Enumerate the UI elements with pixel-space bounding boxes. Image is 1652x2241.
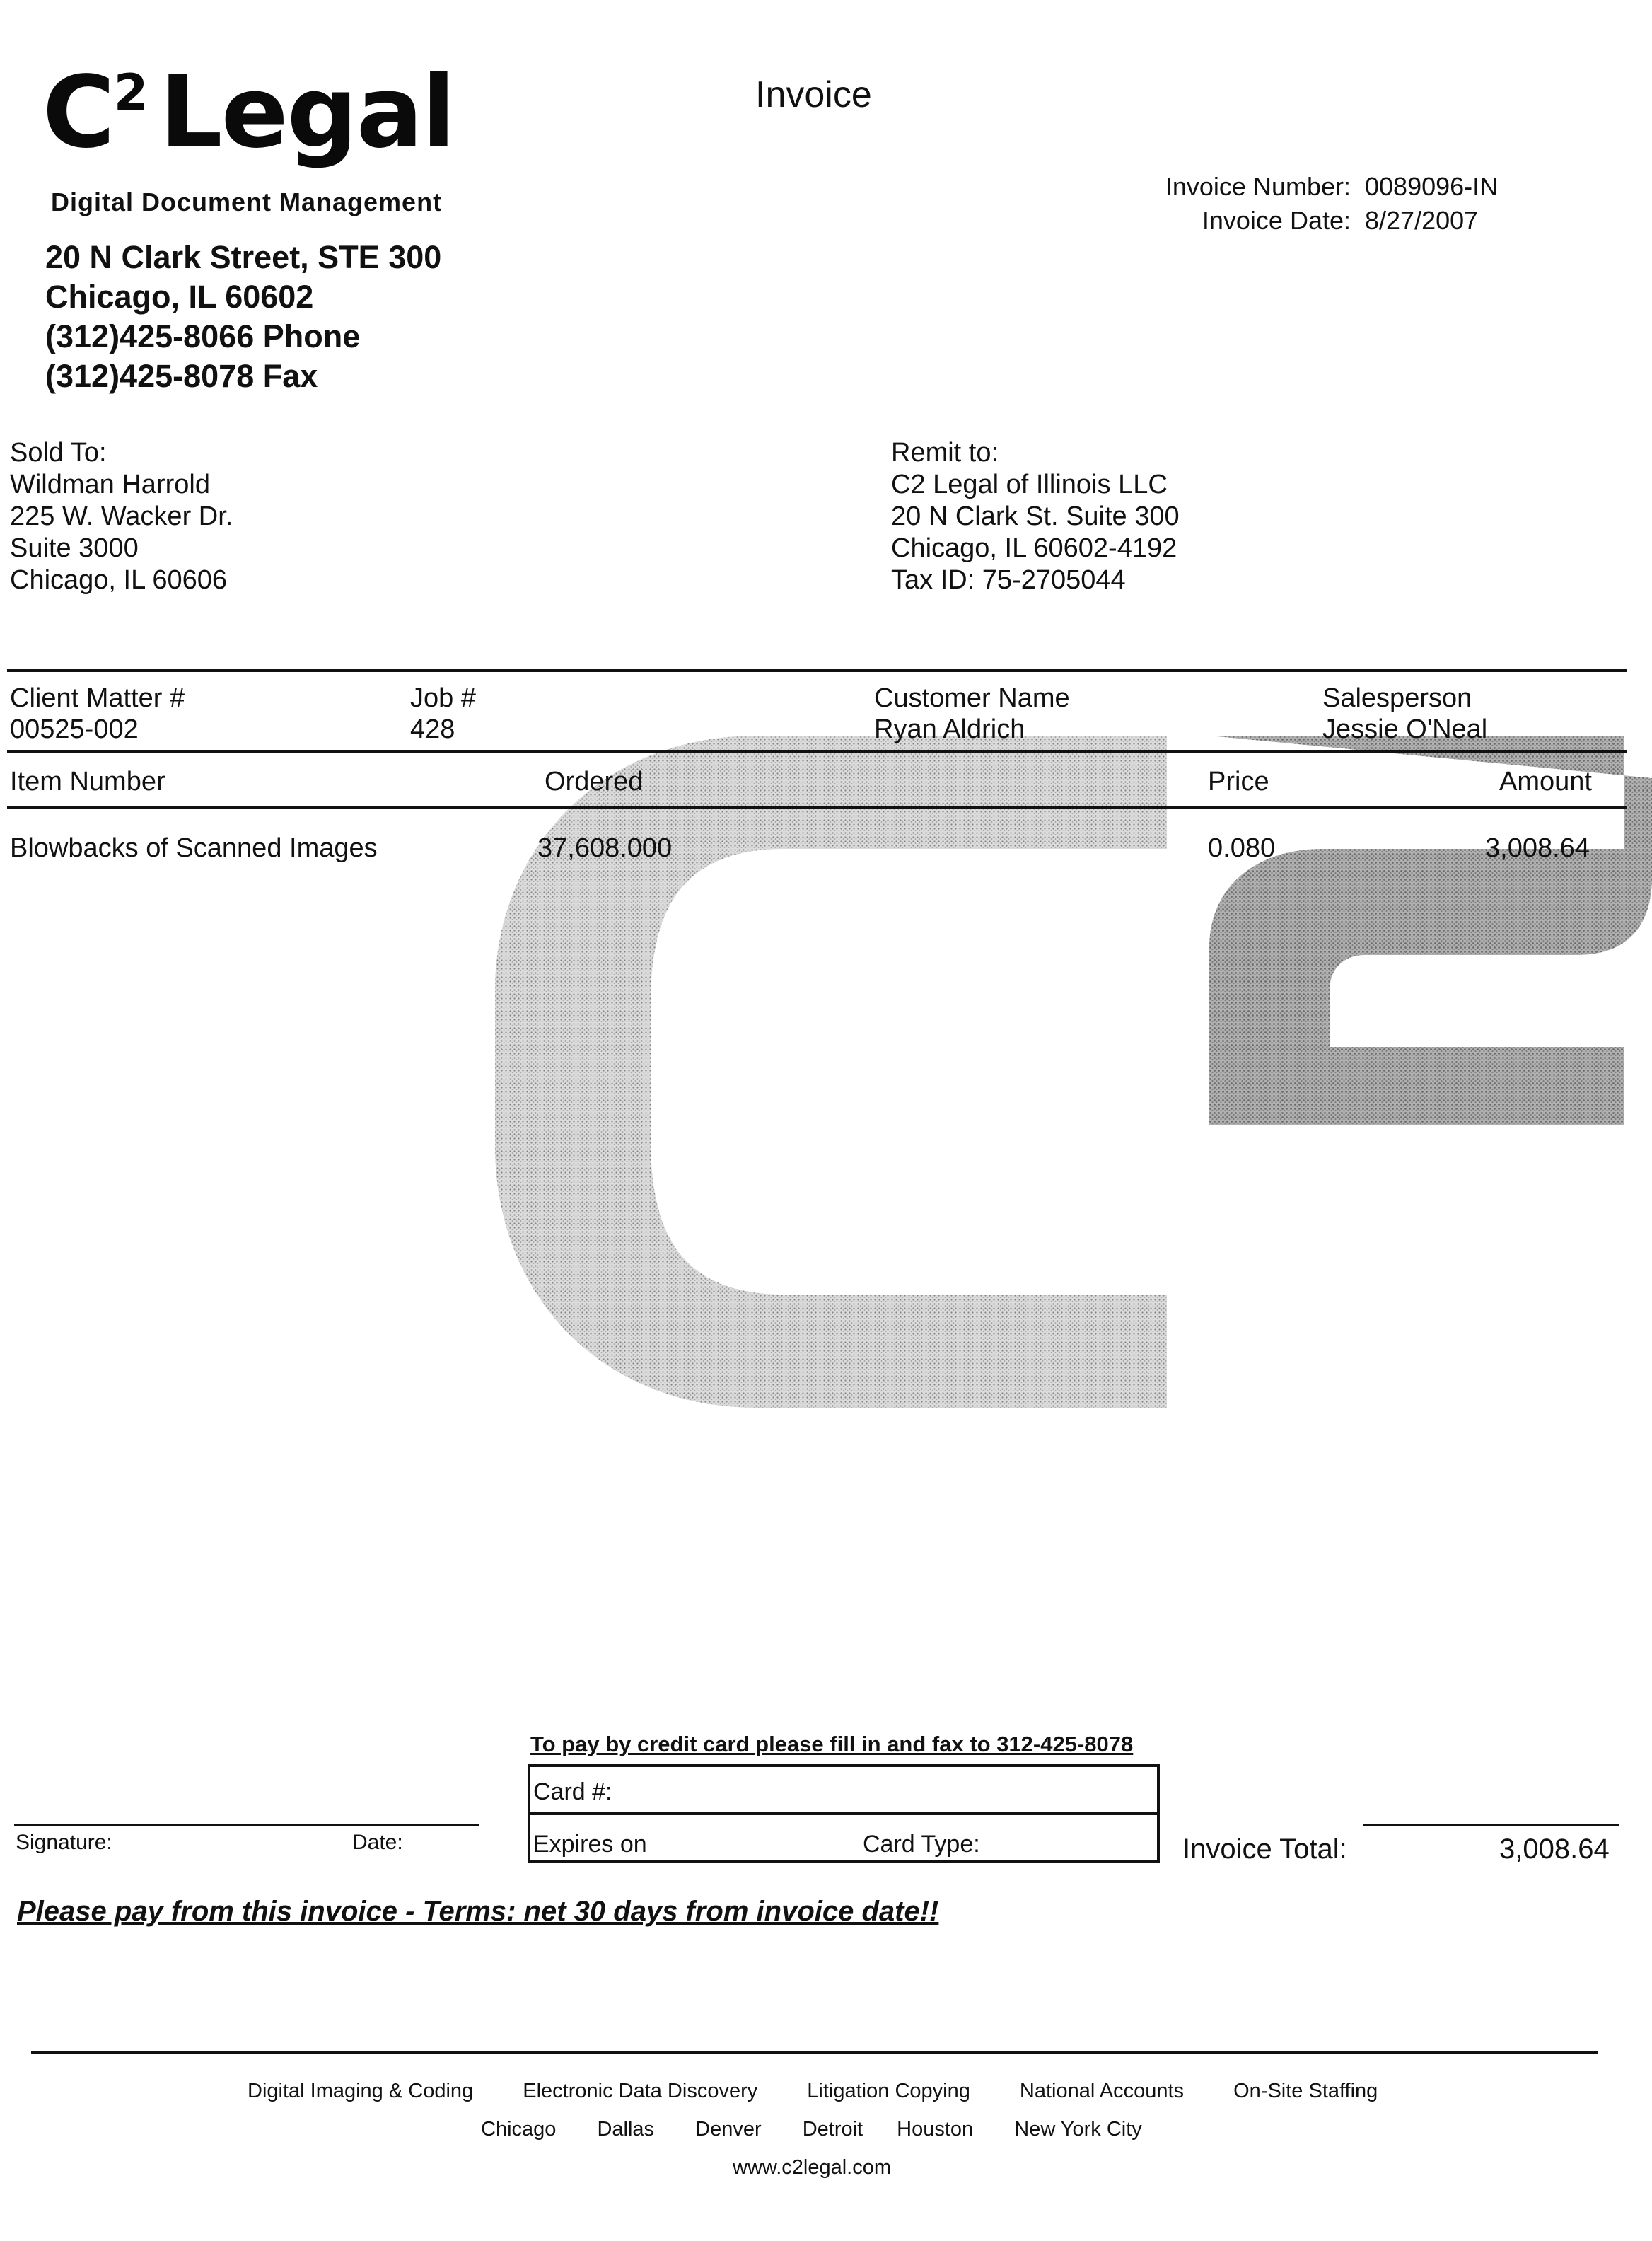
signature-date-label: Date: (352, 1831, 403, 1854)
invoice-total-value: 3,008.64 (1499, 1834, 1610, 1865)
sold-to-label: Sold To: (10, 438, 107, 468)
invoice-number-label: Invoice Number: (1165, 172, 1351, 201)
footer-service: On-Site Staffing (1233, 2080, 1378, 2102)
remit-to-label: Remit to: (891, 438, 999, 468)
logo-word: Legal (159, 55, 455, 170)
sold-to-line: Chicago, IL 60606 (10, 565, 228, 595)
sold-to-line: Wildman Harrold (10, 470, 210, 499)
item-price: 0.080 (1208, 833, 1276, 863)
customer-name-value: Ryan Aldrich (874, 714, 1025, 744)
address-line-2: Chicago, IL 60602 (45, 279, 314, 315)
card-number-label: Card #: (533, 1778, 612, 1805)
footer-rule (31, 2051, 1598, 2054)
footer-service: Digital Imaging & Coding (248, 2080, 474, 2102)
card-expiry-type-field[interactable] (528, 1812, 1160, 1863)
card-number-field[interactable] (528, 1764, 1160, 1815)
signature-label: Signature: (16, 1831, 112, 1854)
footer-city: Dallas (597, 2118, 655, 2141)
total-line (1363, 1824, 1619, 1826)
footer-city: Detroit (802, 2118, 863, 2141)
client-matter-label: Client Matter # (10, 683, 185, 713)
remit-to-line: 20 N Clark St. Suite 300 (891, 502, 1180, 531)
sold-to-line: 225 W. Wacker Dr. (10, 502, 233, 531)
salesperson-value: Jessie O'Neal (1322, 714, 1488, 744)
column-header-item: Item Number (10, 767, 165, 797)
footer-service: Litigation Copying (807, 2080, 970, 2102)
invoice-date-label: Invoice Date: (1202, 206, 1351, 235)
card-expires-label: Expires on (533, 1831, 647, 1858)
company-address (45, 238, 441, 396)
address-line-1: 20 N Clark Street, STE 300 (45, 239, 442, 275)
footer-cities (481, 2118, 1142, 2141)
column-header-price: Price (1208, 767, 1269, 797)
customer-name-label: Customer Name (874, 683, 1070, 713)
job-info-top-rule (7, 669, 1627, 672)
remit-to-line: C2 Legal of Illinois LLC (891, 470, 1168, 499)
company-fax: (312)425-8078 Fax (45, 358, 318, 394)
footer-service: Electronic Data Discovery (523, 2080, 758, 2102)
item-amount: 3,008.64 (1485, 833, 1590, 863)
invoice-total-label: Invoice Total: (1182, 1834, 1347, 1865)
company-logo (42, 55, 455, 170)
page-title: Invoice (755, 74, 872, 115)
footer-city: Chicago (481, 2118, 557, 2141)
client-matter-value: 00525-002 (10, 714, 139, 744)
column-header-amount: Amount (1499, 767, 1592, 797)
column-header-ordered: Ordered (545, 767, 644, 797)
invoice-date-value: 8/27/2007 (1365, 206, 1479, 235)
remit-to-block (891, 437, 1180, 596)
signature-line (14, 1824, 479, 1826)
remit-to-line: Chicago, IL 60602-4192 (891, 533, 1177, 563)
remit-to-line: Tax ID: 75-2705044 (891, 565, 1126, 595)
footer-website[interactable]: www.c2legal.com (733, 2156, 892, 2179)
payment-terms: Please pay from this invoice - Terms: net 30 days from invoice date!! (17, 1896, 939, 1927)
footer-services (248, 2080, 1378, 2103)
sold-to-block (10, 437, 233, 596)
job-number-label: Job # (410, 683, 476, 713)
logo-superscript: 2 (113, 64, 147, 122)
footer-service: National Accounts (1019, 2080, 1185, 2102)
invoice-meta (1139, 170, 1498, 238)
invoice-number-value: 0089096-IN (1365, 172, 1499, 201)
items-rows-rule (7, 806, 1627, 809)
footer-city: Houston (897, 2118, 974, 2141)
logo-c: C (42, 55, 114, 170)
footer-city: Denver (695, 2118, 762, 2141)
items-header-rule (7, 750, 1627, 753)
salesperson-label: Salesperson (1322, 683, 1472, 713)
item-ordered: 37,608.000 (537, 833, 673, 863)
footer-city: New York City (1014, 2118, 1142, 2141)
sold-to-line: Suite 3000 (10, 533, 139, 563)
job-number-value: 428 (410, 714, 455, 744)
company-tagline: Digital Document Management (51, 187, 443, 216)
item-description: Blowbacks of Scanned Images (10, 833, 378, 863)
card-type-label: Card Type: (863, 1831, 980, 1858)
company-phone: (312)425-8066 Phone (45, 318, 361, 354)
credit-card-instructions: To pay by credit card please fill in and fax to 312-425-8078 (530, 1732, 1134, 1756)
